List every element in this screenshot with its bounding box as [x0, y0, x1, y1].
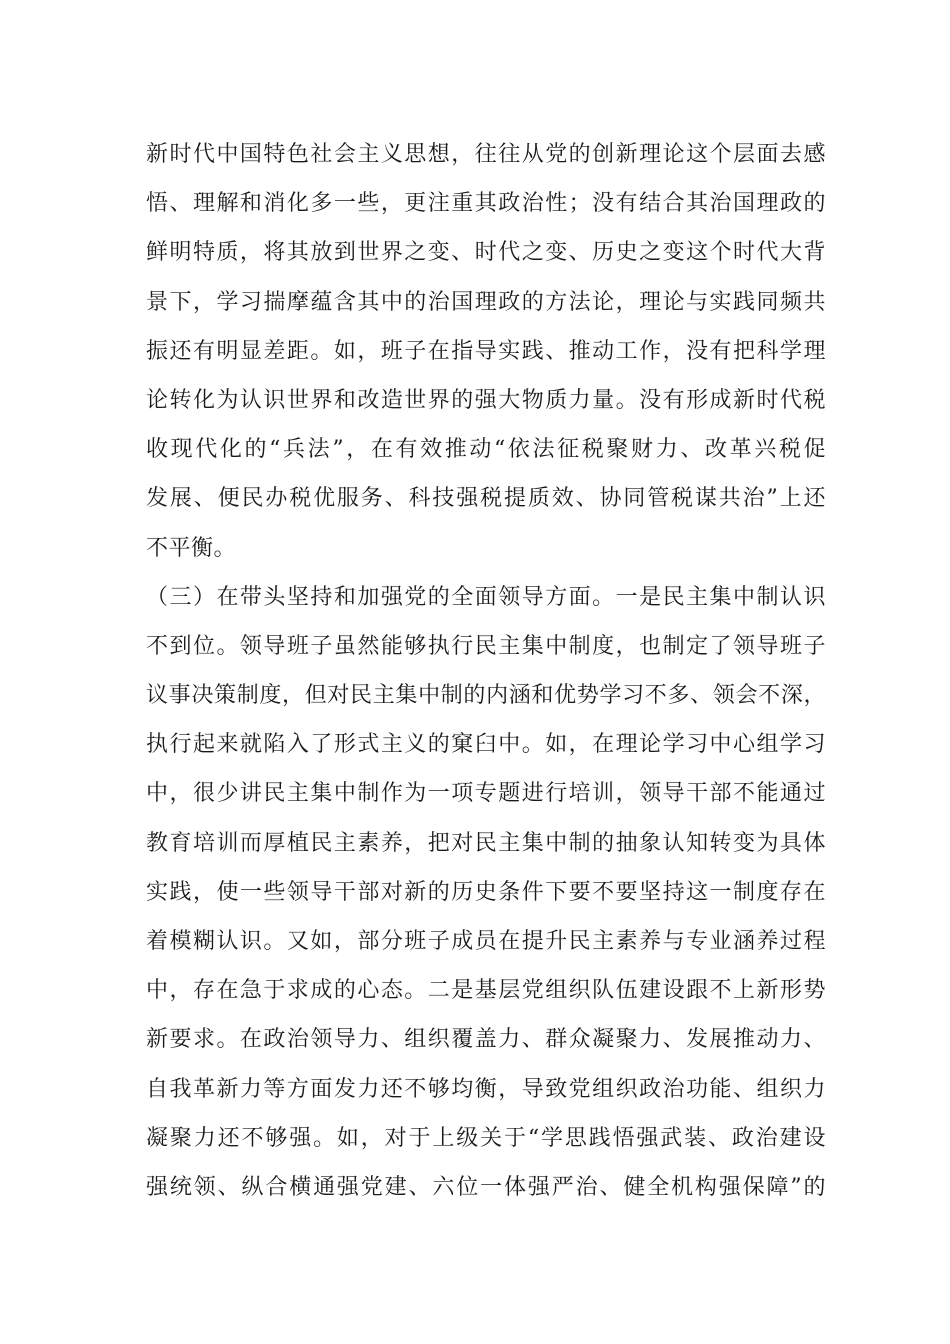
- text-line: 强统领、纵合横通强党建、六位一体强严治、健全机构强保障”的: [146, 1174, 826, 1200]
- body-text: [146, 130, 826, 1212]
- text-line: 自我革新力等方面发力还不够均衡，导致党组织政治功能、组织力: [146, 1076, 826, 1102]
- text-line: 新时代中国特色社会主义思想，往往从党的创新理论这个层面去感: [146, 142, 826, 167]
- text-line: 凝聚力还不够强。如，对于上级关于“学思践悟强武装、政治建设: [146, 1125, 826, 1151]
- text-line: 中，存在急于求成的心态。二是基层党组织队伍建设跟不上新形势: [146, 978, 826, 1004]
- text-line: 收现代化的“兵法”，在有效推动“依法征税聚财力、改革兴税促: [146, 437, 826, 463]
- text-line: 论转化为认识世界和改造世界的强大物质力量。没有形成新时代税: [146, 387, 826, 413]
- text-line: 振还有明显差距。如，班子在指导实践、推动工作，没有把科学理: [146, 338, 826, 364]
- text-line: 不到位。领导班子虽然能够执行民主集中制度，也制定了领导班子: [146, 633, 826, 659]
- text-line: 鲜明特质，将其放到世界之变、时代之变、历史之变这个时代大背: [146, 240, 826, 266]
- text-line: 发展、便民办税优服务、科技强税提质效、协同管税谋共治”上还: [146, 486, 826, 512]
- text-line: 着模糊认识。又如，部分班子成员在提升民主素养与专业涵养过程: [146, 929, 826, 954]
- text-line: 教育培训而厚植民主素养，把对民主集中制的抽象认知转变为具体: [146, 830, 826, 856]
- text-line: 景下，学习揣摩蕴含其中的治国理政的方法论，理论与实践同频共: [146, 289, 826, 315]
- text-line: 执行起来就陷入了形式主义的窠臼中。如，在理论学习中心组学习: [146, 732, 826, 758]
- text-line: 不平衡。: [146, 535, 237, 561]
- text-line: 实践，使一些领导干部对新的历史条件下要不要坚持这一制度存在: [146, 879, 826, 905]
- section-heading-line: （三）在带头坚持和加强党的全面领导方面。一是民主集中制认识: [146, 584, 826, 610]
- text-line: 议事决策制度，但对民主集中制的内涵和优势学习不多、领会不深，: [146, 683, 826, 709]
- text-line: 悟、理解和消化多一些，更注重其政治性；没有结合其治国理政的: [146, 191, 826, 217]
- text-line: 新要求。在政治领导力、组织覆盖力、群众凝聚力、发展推动力、: [146, 1027, 826, 1053]
- text-line: 中，很少讲民主集中制作为一项专题进行培训，领导干部不能通过: [146, 781, 826, 807]
